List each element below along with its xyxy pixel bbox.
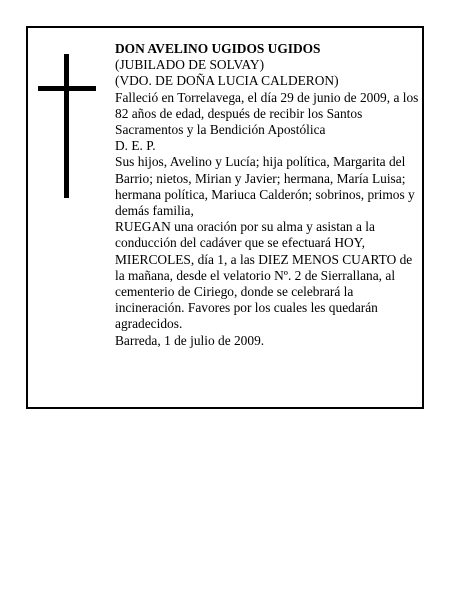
cross-vertical-bar bbox=[64, 54, 69, 198]
funeral-request: RUEGAN una oración por su alma y asistan a la conducción del cadáver que se efectuará HOY, MIERCOLES, día 1, a las DIEZ MENOS CUARTO de la mañana, desde el velatorio Nº. 2 de Sierrallana, al cementerio de Ciriego, donde se celebrará la incineración. Favores por los cuales les quedarán agradecidos. bbox=[115, 219, 413, 332]
cross-icon bbox=[38, 54, 96, 198]
widower-of: (VDO. DE DOÑA LUCIA CALDERON) bbox=[115, 73, 339, 89]
obituary-notice bbox=[26, 26, 424, 409]
place-date: Barreda, 1 de julio de 2009. bbox=[115, 332, 265, 348]
deceased-name: DON AVELINO UGIDOS UGIDOS bbox=[115, 41, 321, 56]
deceased-occupation: (JUBILADO DE SOLVAY) bbox=[115, 57, 265, 73]
death-info: Falleció en Torrelavega, el día 29 de junio de 2009, a los 82 años de edad, después de recibir los Santos Sacramentos y la Bendición Apostólica bbox=[115, 89, 419, 138]
cross-horizontal-bar bbox=[38, 86, 96, 91]
rip-line: D. E. P. bbox=[115, 138, 156, 154]
notice-body bbox=[115, 41, 421, 349]
family-list: Sus hijos, Avelino y Lucía; hija política, Margarita del Barrio; nietos, Mirian y Javier; hermana, María Luisa; hermana política, Mariuca Calderón; sobrinos, primos y demás familia, bbox=[115, 154, 415, 219]
